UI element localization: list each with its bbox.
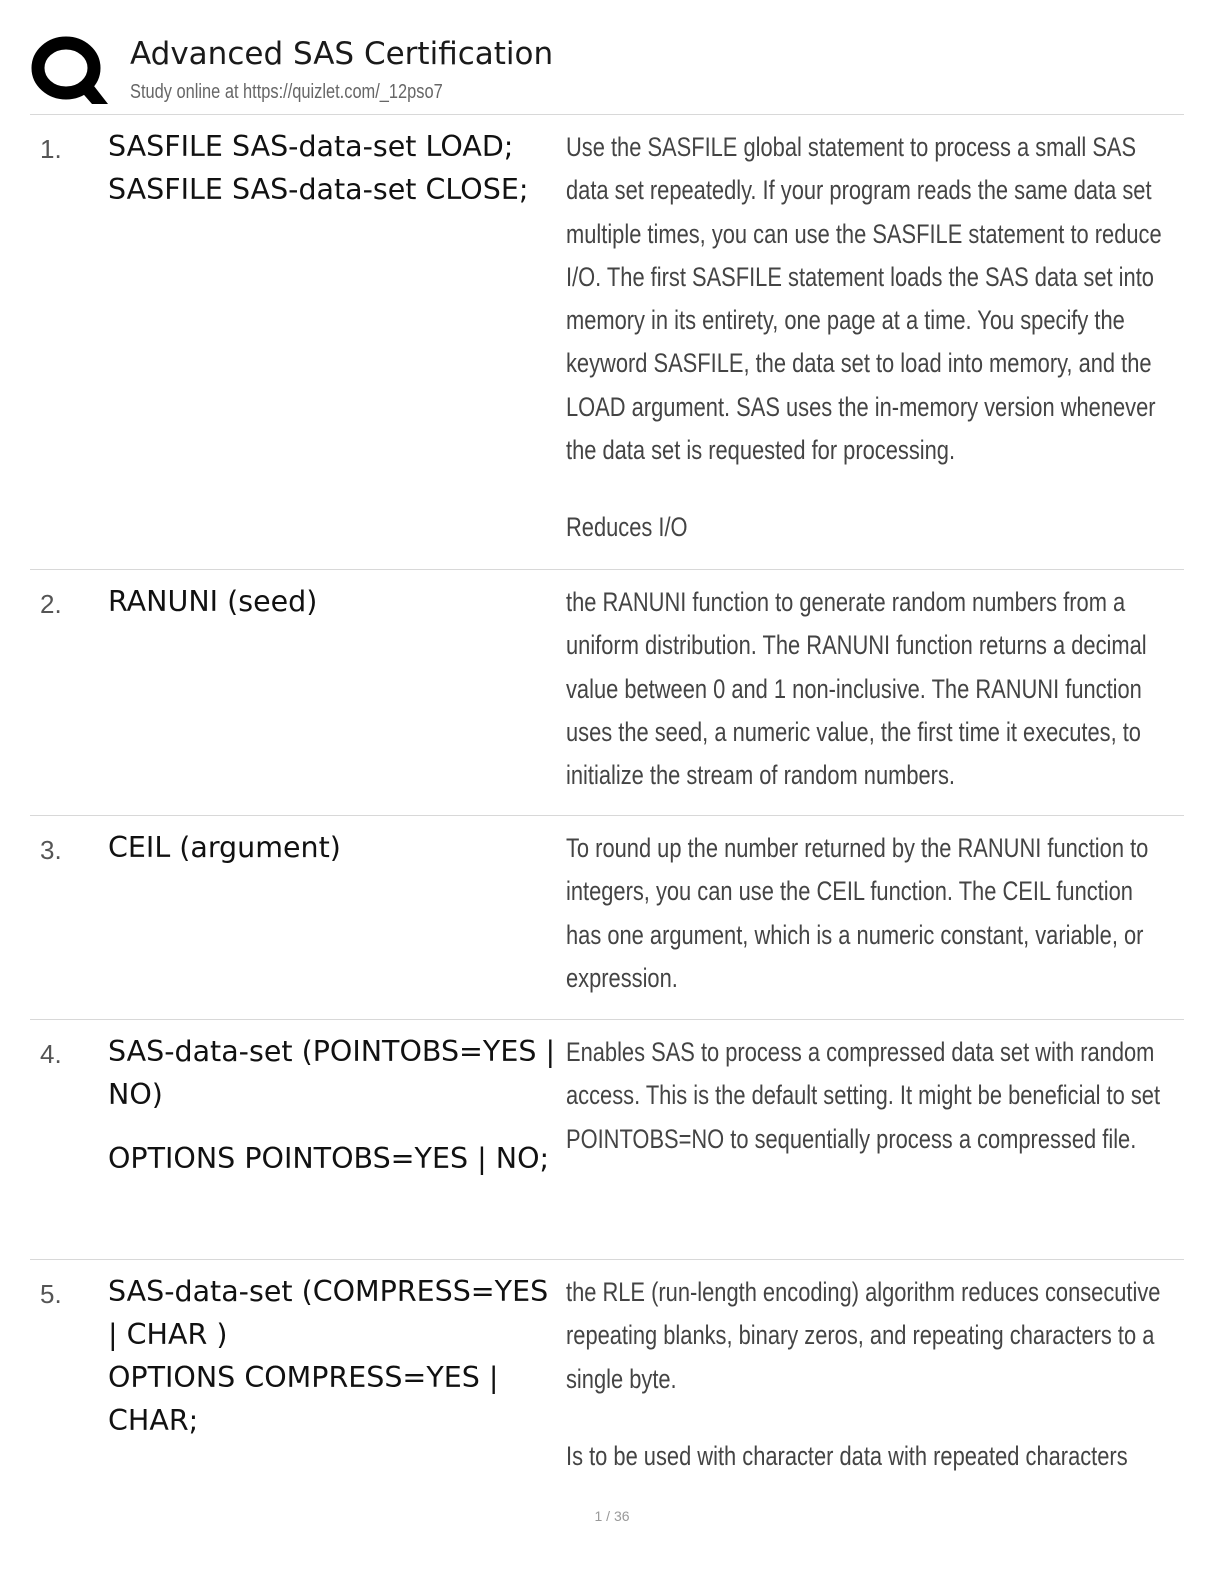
card-term: [108, 826, 558, 869]
term-text: SAS-data-set (COMPRESS=YES | CHAR ) OPTIONS COMPRESS=YES | CHAR;: [108, 1275, 549, 1437]
flashcard-list: [30, 114, 1184, 1500]
card-term: [108, 1270, 558, 1442]
card-term: [108, 1030, 558, 1180]
definition-text: Use the SASFILE global statement to process a small SAS data set repeatedly. If your program reads the same data set multiple times, you can use the SASFILE statement to reduce I/O. The first SASFILE statement loads the SAS data set into memory in its entirety, one page at a time. You specify the keyword SASFILE, the data set to load into memory, and the LOAD argument. SAS uses the in-memory version whenever the data set is requested for processing.: [566, 132, 1162, 466]
card-number: 3.: [40, 835, 62, 865]
flashcard: [30, 1020, 1184, 1260]
term-text: OPTIONS POINTOBS=YES | NO;: [108, 1142, 550, 1175]
flashcard: [30, 816, 1184, 1020]
card-definition: [566, 1271, 1165, 1478]
definition-text: Enables SAS to process a compressed data set with random access. This is the default setting. It might be beneficial to set POINTOBS=NO to sequentially process a compressed file.: [566, 1037, 1161, 1154]
card-definition: [566, 126, 1165, 550]
flashcard: [30, 570, 1184, 816]
study-link[interactable]: Study online at https://quizlet.com/_12pso7: [130, 81, 443, 103]
definition-text: the RANUNI function to generate random numbers from a uniform distribution. The RANUNI function returns a decimal value between 0 and 1 non-inclusive. The RANUNI function uses the seed, a numeric value, the first time it executes, to initialize the stream of random numbers.: [566, 587, 1147, 791]
quizlet-logo-icon: [30, 30, 110, 110]
card-number: 5.: [40, 1279, 62, 1309]
definition-text: the RLE (run-length encoding) algorithm reduces consecutive repeating blanks, binary zeros, and repeating characters to a single byte.: [566, 1277, 1161, 1394]
flashcard: [30, 114, 1184, 570]
card-number: 1.: [40, 134, 62, 164]
card-number: 4.: [40, 1039, 62, 1069]
term-text: CEIL (argument): [108, 831, 341, 864]
page-title: Advanced SAS Certification: [130, 36, 554, 72]
page-header: [30, 30, 1184, 115]
definition-text: Reduces I/O: [566, 512, 688, 543]
card-definition: [566, 1031, 1165, 1161]
definition-text: To round up the number returned by the RANUNI function to integers, you can use the CEIL function. The CEIL function has one argument, which is a numeric constant, variable, or expression.: [566, 833, 1149, 993]
card-number: 2.: [40, 589, 62, 619]
card-definition: [566, 827, 1165, 1000]
term-text: SAS-data-set (POINTOBS=YES | NO): [108, 1035, 556, 1111]
card-definition: [566, 581, 1165, 797]
card-term: [108, 580, 558, 623]
flashcard: [30, 1260, 1184, 1500]
term-text: SASFILE SAS-data-set LOAD; SASFILE SAS-data-set CLOSE;: [108, 130, 529, 206]
term-text: RANUNI (seed): [108, 585, 318, 618]
definition-text: Is to be used with character data with repeated characters: [566, 1440, 1128, 1471]
page-number: 1 / 36: [594, 1508, 630, 1524]
card-term: [108, 125, 558, 211]
